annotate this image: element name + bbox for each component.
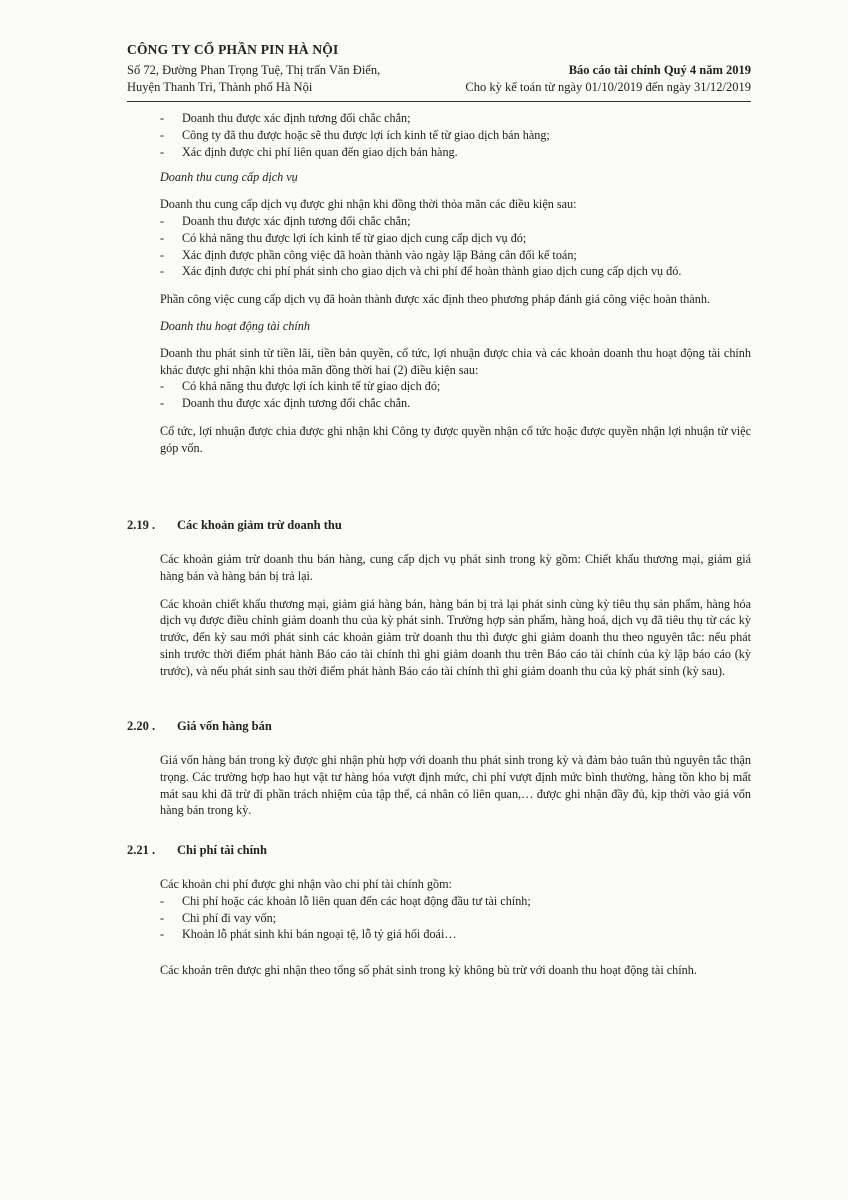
company-address [127, 62, 380, 96]
list-item: - Xác định được chi phí phát sinh cho giao dịch và chi phí để hoàn thành giao dịch cung cấp dịch vụ đó. [160, 263, 751, 280]
section-heading: Các khoản giảm trừ doanh thu [177, 518, 342, 532]
list-item: - Doanh thu được xác định tương đối chắc chắn; [160, 110, 751, 127]
address-line-2: Huyện Thanh Trì, Thành phố Hà Nội [127, 80, 313, 94]
list-item: - Doanh thu được xác định tương đối chắc chắn; [160, 213, 751, 230]
financial-revenue-heading: Doanh thu hoạt động tài chính [160, 318, 310, 333]
list-item: - Khoản lỗ phát sinh khi bán ngoại tệ, lỗ tỷ giá hối đoái… [160, 926, 751, 943]
list-item: - Xác định được chi phí liên quan đến giao dịch bán hàng. [160, 144, 751, 161]
sales-revenue-conditions [160, 110, 751, 160]
report-info [465, 62, 751, 96]
revenue-recognition-content [160, 110, 751, 457]
address-line-1: Số 72, Đường Phan Trọng Tuệ, Thị trấn Văn Điển, [127, 63, 381, 77]
report-title: Báo cáo tài chính Quý 4 năm 2019 [568, 63, 751, 77]
section-2-19-body [160, 551, 751, 680]
paragraph: Các khoản chi phí được ghi nhận vào chi phí tài chính gồm: [160, 877, 452, 891]
section-number: 2.21 . [127, 843, 156, 857]
service-revenue-closing: Phần công việc cung cấp dịch vụ đã hoàn thành được xác định theo phương pháp đánh giá công việc hoàn thành. [160, 292, 711, 307]
list-item: - Chi phí hoặc các khoản lỗ liên quan đến các hoạt động đầu tư tài chính; [160, 893, 751, 910]
section-heading: Giá vốn hàng bán [177, 719, 272, 733]
section-2-19-title [127, 518, 342, 533]
report-period: Cho kỳ kế toán từ ngày 01/10/2019 đến ngày 31/12/2019 [465, 80, 751, 94]
section-number: 2.20 . [127, 719, 156, 733]
financial-revenue-intro: Doanh thu phát sinh từ tiền lãi, tiền bản quyền, cổ tức, lợi nhuận được chia và các khoản doanh thu hoạt động tài chính khác được ghi nhận khi thỏa mãn đồng thời hai (2) điều kiện sau: [160, 345, 751, 377]
financial-expense-items [160, 893, 751, 943]
paragraph: Các khoản trên được ghi nhận theo tổng số phát sinh trong kỳ không bù trừ với doanh thu hoạt động tài chính. [160, 963, 697, 978]
list-item: - Có khả năng thu được lợi ích kinh tế từ giao dịch đó; [160, 378, 751, 395]
section-number: 2.19 . [127, 518, 156, 532]
company-name: CÔNG TY CỔ PHẦN PIN HÀ NỘI [127, 42, 339, 57]
list-item: - Công ty đã thu được hoặc sẽ thu được lợi ích kinh tế từ giao dịch bán hàng; [160, 127, 751, 144]
financial-revenue-conditions [160, 378, 751, 412]
financial-revenue-closing: Cổ tức, lợi nhuận được chia được ghi nhận khi Công ty được quyền nhận cổ tức hoặc được quyền nhận lợi nhuận từ việc góp vốn. [160, 423, 751, 455]
service-revenue-intro: Doanh thu cung cấp dịch vụ được ghi nhận khi đồng thời thỏa mãn các điều kiện sau: [160, 197, 577, 212]
paragraph: Giá vốn hàng bán trong kỳ được ghi nhận phù hợp với doanh thu phát sinh trong kỳ và đảm bảo tuân thủ nguyên tắc thận trọng. Các trường hợp hao hụt vật tư hàng hóa vượt định mức, chi phí vượt định mức bình thường, hàng tồn kho bị mất mát sau khi đã trừ đi phần trách nhiệm của tập thể, cá nhân có liên quan,… được ghi nhận đầy đủ, kịp thời vào giá vốn hàng bán trong kỳ. [160, 753, 751, 818]
service-revenue-conditions [160, 213, 751, 280]
service-revenue-heading: Doanh thu cung cấp dịch vụ [160, 170, 298, 185]
list-item: - Chi phí đi vay vốn; [160, 910, 751, 927]
list-item: - Doanh thu được xác định tương đối chắc chắn. [160, 395, 751, 412]
page-header [127, 42, 751, 96]
list-item: - Có khả năng thu được lợi ích kinh tế từ giao dịch cung cấp dịch vụ đó; [160, 230, 751, 247]
paragraph: Các khoản giảm trừ doanh thu bán hàng, cung cấp dịch vụ phát sinh trong kỳ gồm: Chiết khấu thương mại, giảm giá hàng bán và hàng bán bị trả lại. [160, 552, 751, 583]
section-2-20-body [160, 752, 751, 819]
section-2-20-title [127, 719, 272, 734]
section-2-21-title [127, 843, 267, 858]
paragraph: Các khoản chiết khấu thương mại, giảm giá hàng bán, hàng bán bị trả lại phát sinh cùng kỳ tiêu thụ sản phẩm, hàng hóa dịch vụ được điều chỉnh giảm doanh thu của kỳ phát sinh. Trường hợp sản phẩm, hàng hoá, dịch vụ đã tiêu thụ từ các kỳ trước, đến kỳ sau mới phát sinh các khoản giảm trừ doanh thu thì được ghi giảm doanh thu theo nguyên tắc: nếu phát sinh trước thời điểm phát hành Báo cáo tài chính thì ghi giảm doanh thu trên Báo cáo tài chính của kỳ lập báo cáo (kỳ trước), và nếu phát sinh sau thời điểm phát hành Báo cáo tài chính thì ghi giảm doanh thu của kỳ phát sinh (kỳ sau). [160, 596, 751, 678]
section-heading: Chi phí tài chính [177, 843, 267, 857]
header-divider [127, 101, 751, 102]
list-item: - Xác định được phần công việc đã hoàn thành vào ngày lập Bảng cân đối kế toán; [160, 247, 751, 264]
section-2-21-body [160, 876, 751, 979]
